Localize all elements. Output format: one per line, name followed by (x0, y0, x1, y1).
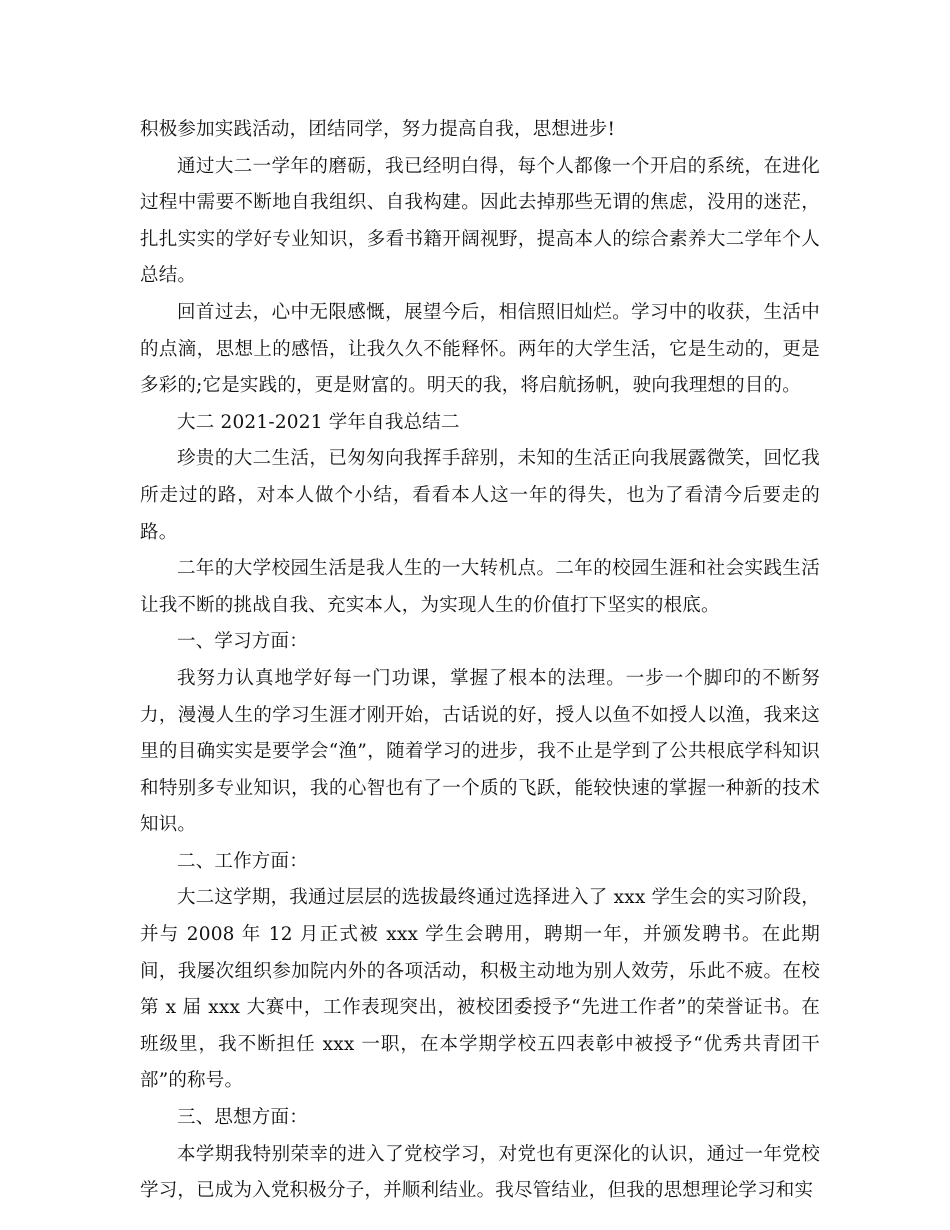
paragraph: 通过大二一学年的磨砺，我已经明白得，每个人都像一个开启的系统，在进化过程中需要不断地自我组织、自我构建。因此去掉那些无谓的焦虑，没用的迷茫，扎扎实实的学好专业知识，多看书籍开阔视野，提高本人的综合素养大二学年个人总结。 (140, 155, 820, 287)
section-heading: 二、工作方面： (177, 850, 308, 872)
paragraph: 我努力认真地学好每一门功课，掌握了根本的法理。一步一个脚印的不断努力，漫漫人生的学习生涯才刚开始，古话说的好，授人以鱼不如授人以渔，我来这里的目确实实是要学会“渔”，随着学习的进步，我不止是学到了公共根底学科知识和特别多专业知识，我的心智也有了一个质的飞跃，能较快速的掌握一种新的技术知识。 (140, 667, 820, 836)
paragraph: 积极参加实践活动，团结同学，努力提高自我，思想进步! (140, 119, 616, 140)
paragraph: 回首过去，心中无限感慨，展望今后，相信照旧灿烂。学习中的收获，生活中的点滴，思想上的感悟，让我久久不能释怀。两年的大学生活，它是生动的，更是多彩的;它是实践的，更是财富的。明天的我，将启航扬帆，驶向我理想的目的。 (140, 301, 820, 397)
paragraph: 珍贵的大二生活，已匆匆向我挥手辞别，未知的生活正向我展露微笑，回忆我所走过的路，对本人做个小结，看看本人这一年的得失，也为了看清今后要走的路。 (140, 448, 820, 543)
paragraph: 二年的大学校园生活是我人生的一大转机点。二年的校园生涯和社会实践生活让我不断的挑战自我、充实本人，为实现人生的价值打下坚实的根底。 (140, 558, 820, 616)
paragraph: 大二这学期，我通过层层的选拔最终通过选择进入了 xxx 学生会的实习阶段，并与 2008 年 12 月正式被 xxx 学生会聘用，聘期一年，并颁发聘书。在此期间，我屡次组织参加院内外的各项活动，积极主动地为别人效劳，乐此不疲。在校第 x 届 xxx 大赛中，工作表现突出，被校团委授予“先进工作者”的荣誉证书。在班级里，我不断担任 xxx 一职，在本学期学校五四表彰中被授予“优秀共青团干部”的称号。 (140, 887, 820, 1092)
section-heading: 三、思想方面： (177, 1107, 308, 1129)
document-page (140, 112, 820, 1210)
section-heading: 大二 2021-2021 学年自我总结二 (177, 411, 460, 433)
section-heading: 一、学习方面： (177, 631, 308, 653)
paragraph: 本学期我特别荣幸的进入了党校学习，对党也有更深化的认识，通过一年党校学习，已成为入党积极分子，并顺利结业。我尽管结业，但我的思想理论学习和实 (140, 1143, 820, 1202)
